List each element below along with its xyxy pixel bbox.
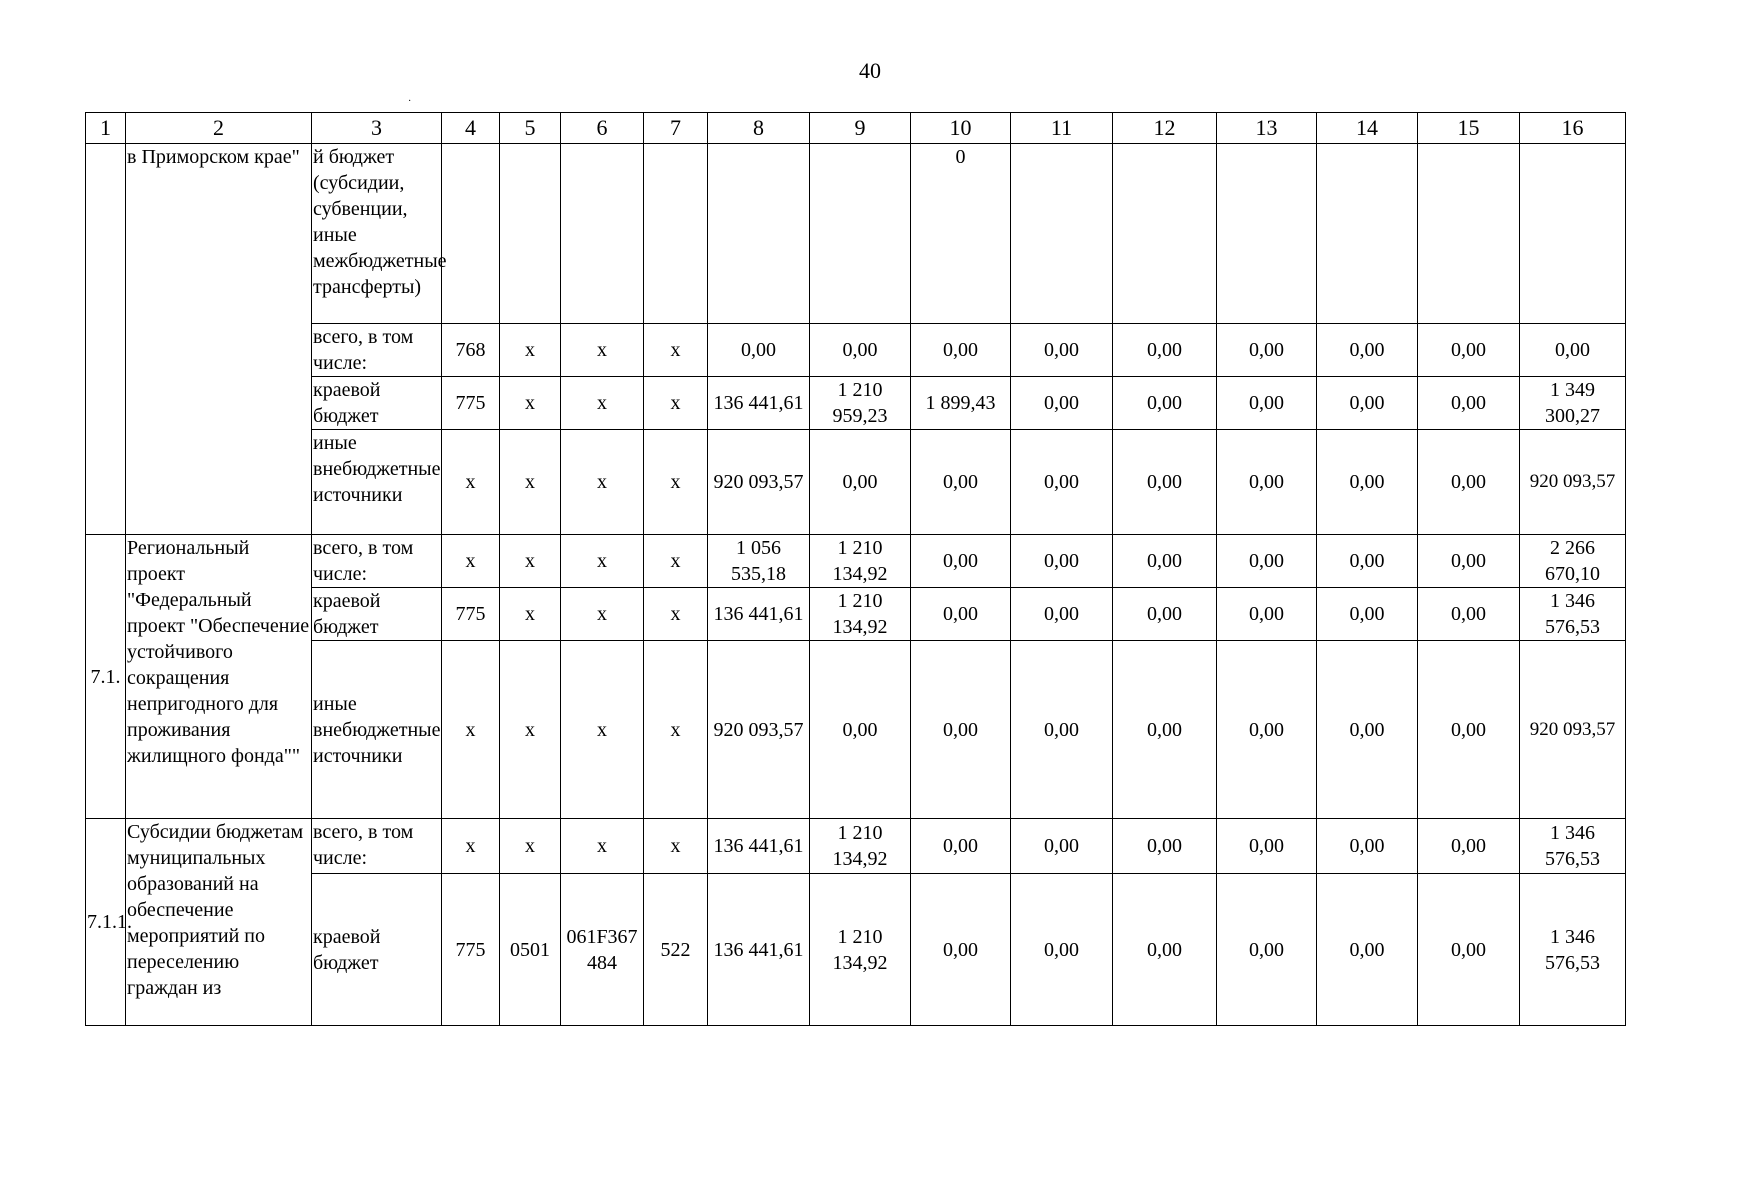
value-cell: 0,00 (1520, 324, 1626, 377)
value-cell: 0,00 (911, 324, 1011, 377)
header-cell: 3 (312, 113, 442, 144)
value-cell: 0,00 (1113, 535, 1217, 588)
header-cell: 15 (1418, 113, 1520, 144)
value-cell: x (500, 377, 561, 430)
value-cell: x (500, 819, 561, 874)
value-cell: x (644, 588, 708, 641)
item-number-cell: 7.1.1. (86, 819, 126, 1026)
value-cell: 0,00 (1011, 641, 1113, 819)
header-cell: 2 (126, 113, 312, 144)
value-cell: 136 441,61 (708, 377, 810, 430)
table-row (86, 641, 1626, 819)
value-cell: 0,00 (1317, 641, 1418, 819)
header-cell: 7 (644, 113, 708, 144)
source-cell: краевой бюджет (312, 377, 442, 430)
table-row (86, 874, 1626, 1026)
value-cell (810, 144, 911, 324)
header-cell: 12 (1113, 113, 1217, 144)
header-cell: 10 (911, 113, 1011, 144)
table-row (86, 144, 1626, 324)
header-row (86, 113, 1626, 144)
source-cell: всего, в том числе: (312, 324, 442, 377)
value-cell: 1 056 535,18 (708, 535, 810, 588)
value-cell (644, 144, 708, 324)
value-cell (561, 144, 644, 324)
value-cell: 0,00 (1113, 641, 1217, 819)
value-cell (708, 144, 810, 324)
value-cell: 1 346 576,53 (1520, 819, 1626, 874)
source-cell: краевой бюджет (312, 588, 442, 641)
value-cell: 0,00 (1011, 535, 1113, 588)
value-cell: 0,00 (1418, 324, 1520, 377)
value-cell: 0,00 (1011, 430, 1113, 535)
header-cell: 11 (1011, 113, 1113, 144)
header-cell: 16 (1520, 113, 1626, 144)
value-cell (1418, 144, 1520, 324)
value-cell: x (561, 588, 644, 641)
value-cell: 0,00 (1113, 819, 1217, 874)
value-cell: x (561, 535, 644, 588)
value-cell: 0,00 (1418, 377, 1520, 430)
value-cell: 1 210 959,23 (810, 377, 911, 430)
value-cell: x (644, 377, 708, 430)
page-number: 40 (859, 58, 881, 83)
value-cell: 0,00 (911, 819, 1011, 874)
value-cell: x (644, 430, 708, 535)
value-cell: 0,00 (911, 874, 1011, 1026)
value-cell: 0,00 (1217, 588, 1317, 641)
item-number-cell (86, 144, 126, 535)
value-cell: x (442, 430, 500, 535)
value-cell: 1 210 134,92 (810, 819, 911, 874)
value-cell: 0501 (500, 874, 561, 1026)
value-cell: 0,00 (1317, 535, 1418, 588)
value-cell: x (561, 377, 644, 430)
value-cell: x (500, 535, 561, 588)
value-cell (1217, 144, 1317, 324)
value-cell: x (500, 430, 561, 535)
value-cell: x (561, 641, 644, 819)
item-name-cell: Региональный проект "Федеральный проект "Обеспечение устойчивого сокращения непригодного для проживания жилищного фонда"" (126, 535, 312, 819)
value-cell: 775 (442, 874, 500, 1026)
value-cell (1011, 144, 1113, 324)
value-cell: 0,00 (1418, 535, 1520, 588)
table-row (86, 430, 1626, 535)
value-cell: 0,00 (1113, 377, 1217, 430)
value-cell: 0,00 (810, 641, 911, 819)
value-cell: 0,00 (1113, 324, 1217, 377)
value-cell: 0,00 (1317, 430, 1418, 535)
value-cell: 136 441,61 (708, 819, 810, 874)
value-cell: 0,00 (1418, 430, 1520, 535)
value-cell: 920 093,57 (708, 641, 810, 819)
value-cell: 1 349 300,27 (1520, 377, 1626, 430)
value-cell: 920 093,57 (1520, 641, 1626, 819)
value-cell: 0,00 (1217, 377, 1317, 430)
value-cell: 0,00 (1418, 588, 1520, 641)
value-cell: 0,00 (1217, 819, 1317, 874)
value-cell: 1 346 576,53 (1520, 874, 1626, 1026)
value-cell: 136 441,61 (708, 588, 810, 641)
value-cell: 0,00 (1317, 874, 1418, 1026)
value-cell: 0,00 (708, 324, 810, 377)
value-cell (1113, 144, 1217, 324)
header-cell: 1 (86, 113, 126, 144)
value-cell: 1 899,43 (911, 377, 1011, 430)
value-cell: 920 093,57 (1520, 430, 1626, 535)
value-cell: x (442, 819, 500, 874)
value-cell: 0,00 (1011, 377, 1113, 430)
value-cell: x (561, 430, 644, 535)
value-cell: 1 210 134,92 (810, 588, 911, 641)
value-cell: 0,00 (1317, 588, 1418, 641)
value-cell: 1 210 134,92 (810, 535, 911, 588)
value-cell: 0,00 (1418, 819, 1520, 874)
value-cell: 775 (442, 377, 500, 430)
value-cell: 768 (442, 324, 500, 377)
table-row (86, 819, 1626, 874)
value-cell: 1 210 134,92 (810, 874, 911, 1026)
value-cell: 0,00 (1011, 819, 1113, 874)
value-cell: 0,00 (1113, 430, 1217, 535)
value-cell: x (644, 324, 708, 377)
value-cell: x (561, 324, 644, 377)
item-name-cell: в Приморском крае" (126, 144, 312, 535)
value-cell: 0,00 (1011, 324, 1113, 377)
value-cell: 522 (644, 874, 708, 1026)
value-cell: 0,00 (911, 588, 1011, 641)
value-cell: x (644, 819, 708, 874)
value-cell (1520, 144, 1626, 324)
value-cell: 0,00 (1217, 874, 1317, 1026)
value-cell: 0,00 (810, 430, 911, 535)
value-cell: 0,00 (911, 641, 1011, 819)
header-cell: 6 (561, 113, 644, 144)
header-cell: 8 (708, 113, 810, 144)
table-row (86, 324, 1626, 377)
value-cell: 0,00 (1011, 874, 1113, 1026)
value-cell: x (442, 535, 500, 588)
value-cell: 0,00 (911, 430, 1011, 535)
value-cell: 0,00 (1217, 535, 1317, 588)
header-cell: 14 (1317, 113, 1418, 144)
value-cell (1317, 144, 1418, 324)
value-cell: 775 (442, 588, 500, 641)
value-cell: x (442, 641, 500, 819)
value-cell: x (644, 535, 708, 588)
value-cell: x (644, 641, 708, 819)
item-number-cell: 7.1. (86, 535, 126, 819)
budget-table (85, 112, 1626, 1026)
value-cell: 0,00 (1418, 874, 1520, 1026)
value-cell: 0,00 (1418, 641, 1520, 819)
value-cell: 1 346 576,53 (1520, 588, 1626, 641)
source-cell: краевой бюджет (312, 874, 442, 1026)
header-cell: 13 (1217, 113, 1317, 144)
header-cell: 9 (810, 113, 911, 144)
value-cell: x (500, 641, 561, 819)
item-name-cell: Субсидии бюджетам муниципальных образований на обеспечение мероприятий по переселению граждан из (126, 819, 312, 1026)
source-cell: иные внебюджетные источники (312, 641, 442, 819)
value-cell: x (500, 324, 561, 377)
value-cell: 061F367484 (561, 874, 644, 1026)
table-row (86, 535, 1626, 588)
value-cell: 136 441,61 (708, 874, 810, 1026)
value-cell: 0,00 (1317, 324, 1418, 377)
value-cell: 0,00 (1113, 874, 1217, 1026)
value-cell: 2 266 670,10 (1520, 535, 1626, 588)
value-cell (500, 144, 561, 324)
value-cell: 0,00 (1113, 588, 1217, 641)
value-cell: 0,00 (1317, 819, 1418, 874)
source-cell: й бюджет (субсидии, субвенции, иные межбюджетные трансферты) (312, 144, 442, 324)
value-cell: 0,00 (810, 324, 911, 377)
value-cell: 0,00 (1317, 377, 1418, 430)
value-cell: 0,00 (1217, 324, 1317, 377)
table-row (86, 377, 1626, 430)
header-cell: 5 (500, 113, 561, 144)
table-row (86, 588, 1626, 641)
value-cell: 0,00 (1217, 430, 1317, 535)
value-cell: 0,00 (1217, 641, 1317, 819)
header-cell: 4 (442, 113, 500, 144)
value-cell: x (561, 819, 644, 874)
value-cell: x (500, 588, 561, 641)
value-cell: 0,00 (1011, 588, 1113, 641)
scan-dot: · (408, 96, 412, 107)
value-cell: 0,00 (911, 535, 1011, 588)
value-cell (442, 144, 500, 324)
source-cell: иные внебюджетные источники (312, 430, 442, 535)
value-cell: 920 093,57 (708, 430, 810, 535)
source-cell: всего, в том числе: (312, 819, 442, 874)
source-cell: всего, в том числе: (312, 535, 442, 588)
value-cell: 0 (911, 144, 1011, 324)
